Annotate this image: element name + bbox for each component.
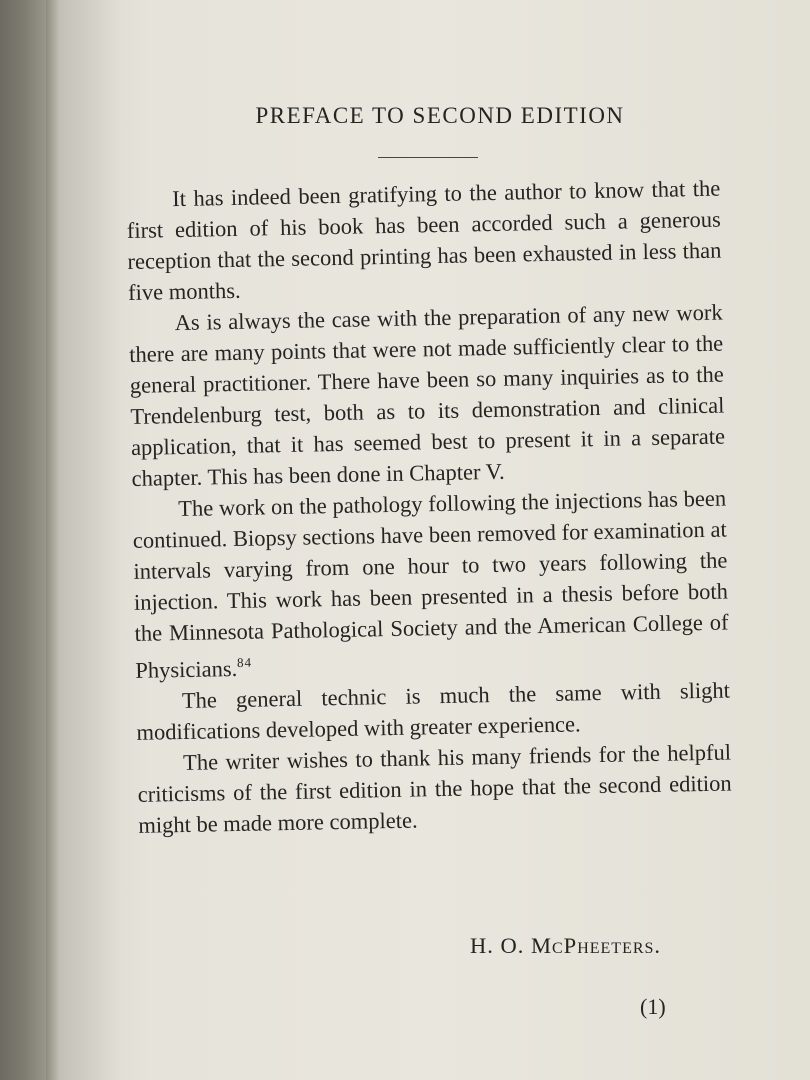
paragraph-3-text: The work on the pathology following the injections has been continued. Biopsy sections have been removed for examination at intervals varying from one hour to two years following the injection. This work has been presented in a thesis before both the Minnesota Pathological Society and the American College of Physicians. — [132, 485, 729, 683]
footnote-reference: 84 — [236, 654, 253, 670]
paragraph-4: The general technic is much the same with slight modifications developed with greater experience. — [136, 677, 731, 745]
preface-body — [126, 173, 733, 841]
book-gutter — [46, 0, 60, 1080]
author-signature: H. O. McPheeters. — [470, 933, 662, 958]
title-divider — [378, 157, 478, 158]
page-title: PREFACE TO SECOND EDITION — [255, 103, 625, 128]
paragraph-1: It has indeed been gratifying to the author to know that the first edition of his book has been accorded such a generous reception that the second printing has been exhausted in less than five months. — [126, 175, 722, 305]
paragraph-2: As is always the case with the preparation of any new work there are many points that were not made sufficiently clear to the general practitioner. There have been so many inquiries as to the Trendelenburg test, both as to its demonstration and clinical application, that it has seemed best to present it in a separate chapter. This has been done in Chapter V. — [129, 299, 726, 491]
page-number: (1) — [640, 994, 666, 1019]
paragraph-3 — [132, 483, 730, 686]
book-page — [60, 0, 810, 1080]
paragraph-5: The writer wishes to thank his many friends for the helpful criticisms of the first edition in the hope that the second edition might be made more complete. — [137, 739, 732, 838]
